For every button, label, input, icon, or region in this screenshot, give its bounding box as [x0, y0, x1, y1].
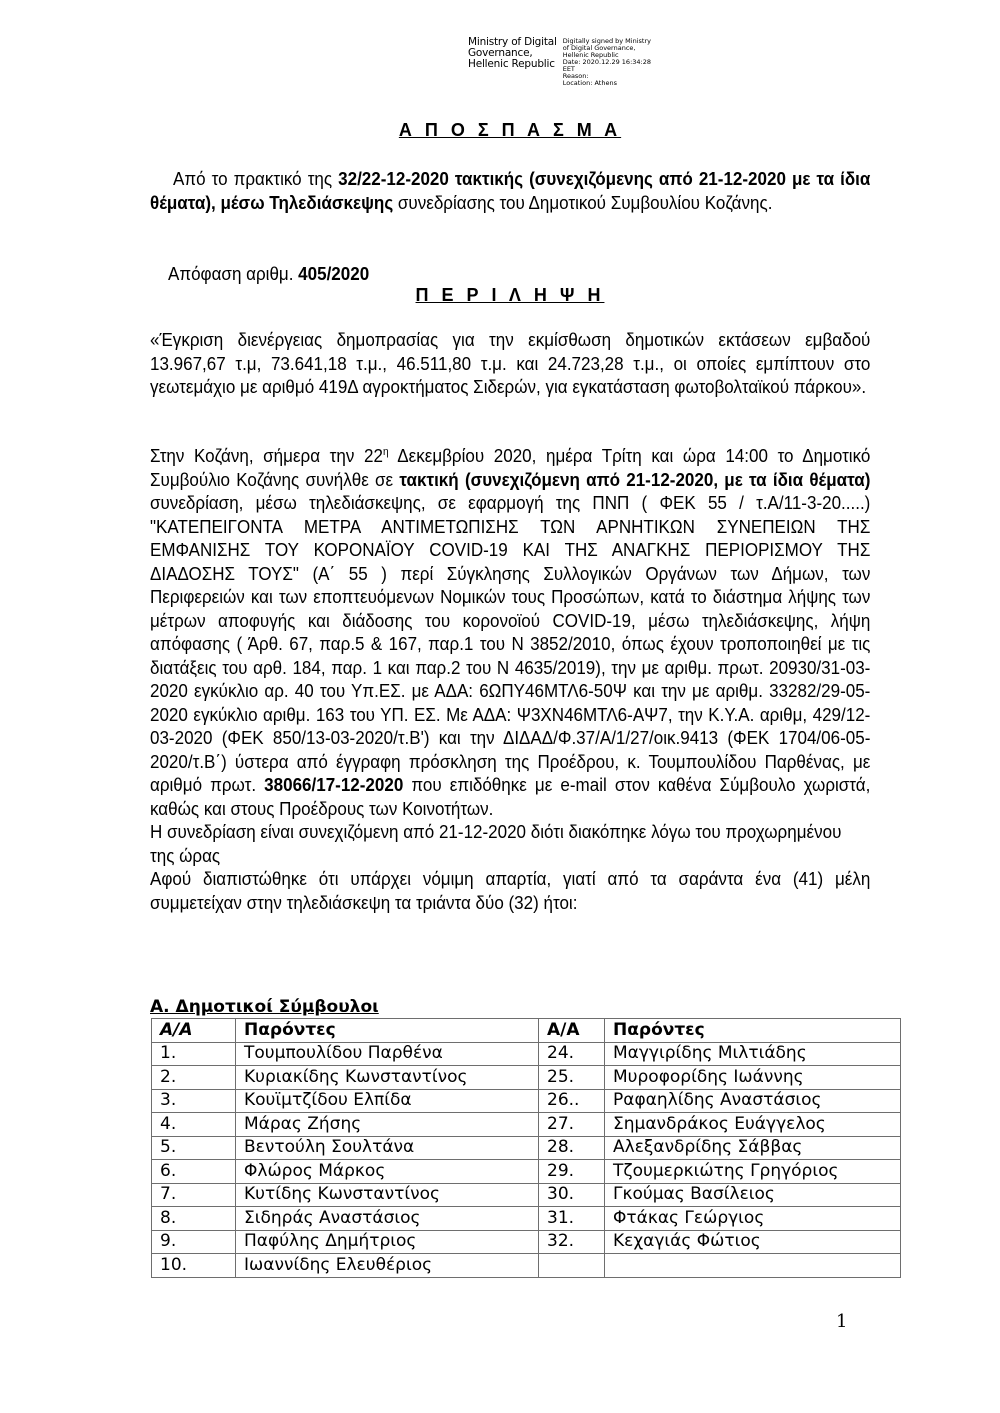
member-number-cell — [539, 1254, 605, 1278]
intro-paragraph — [150, 167, 870, 214]
member-name-cell: Σημανδράκος Ευάγγελος — [605, 1113, 901, 1137]
signature-entity-line: Hellenic Republic — [468, 58, 555, 70]
table-row — [152, 1207, 901, 1231]
signature-detail-line: Digitally signed by Ministry — [562, 37, 651, 45]
member-number-cell: 4. — [152, 1113, 236, 1137]
member-number-cell: 32. — [539, 1230, 605, 1254]
signature-entity-line: Ministry of Digital — [468, 36, 557, 48]
table-row — [152, 1160, 901, 1184]
member-name-cell: Μυροφορίδης Ιωάννης — [605, 1066, 901, 1090]
member-name-cell: Κουϊμτζίδου Ελπίδα — [236, 1089, 539, 1113]
column-header-aa: Α/Α — [539, 1019, 605, 1043]
member-number-cell: 28. — [539, 1136, 605, 1160]
signature-detail-line: EET — [562, 65, 575, 73]
body-text — [150, 444, 870, 914]
signature-detail-line: Location: Athens — [562, 79, 617, 87]
decision-line — [168, 262, 888, 286]
signature-detail-line: of Digital Governance, — [562, 44, 636, 52]
body-text-span: συνεδρίαση, μέσω τηλεδιάσκεψης, σε εφαρμογή της ΠΝΠ ( ΦΕΚ 55 / τ.Α/11-3-20.....) "ΚΑΤΕΠΕΙΓΟΝΤΑ ΜΕΤΡΑ ΑΝΤΙΜΕΤΩΠΙΣΗΣ ΤΩΝ ΑΡΝΗΤΙΚΩΝ ΣΥΝΕΠΕΙΩΝ ΤΗΣ ΕΜΦΑΝΙΣΗΣ ΤΟΥ ΚΟΡΟΝΑΪΟΥ COVID-19 ΚΑΙ ΤΗΣ ΑΝΑΓΚΗΣ ΠΕΡΙΟΡΙΣΜΟΥ ΤΗΣ ΔΙΑΔΟΣΗΣ ΤΟΥΣ" (Α΄ 55 ) περί Σύγκλησης Συλλογικών Οργάνων των Δήμων, των Περιφερειών και των εποπτευόμενων Νομικών τους Προσώπων, κατά το διάστημα λήψης των μέτρων αποφυγής και διάδοσης του κορονοϊού COVID-19, μέσω τηλεδιάσκεψης, λήψη απόφασης ( Άρθ. 67, παρ.5 & 167, παρ.1 του Ν 3852/2010, όπως έχουν τροποποιηθεί με τις διατάξεις του αρθ. 184, παρ. 1 και παρ.2 του Ν 4635/2019), την με αριθμ. πρωτ. 20930/31-03-2020 εγκύκλιο αρ. 40 του Υπ.ΕΣ. με ΑΔΑ: 6ΩΠΥ46ΜΤΛ6-50Ψ και την με αριθμ. 33282/29-05-2020 εγκύκλιο αριθμ. 163 του ΥΠ. ΕΣ. Με ΑΔΑ: Ψ3ΧΝ46ΜΤΛ6-ΑΨ7, την Κ.Υ.Α. αριθμ, 429/12-03-2020 (ΦΕΚ 850/13-03-2020/τ.Β') και την ΔΙΔΑΔ/Φ.37/Α/1/27/οικ.9413 (ΦΕΚ 1704/06-05-2020/τ.Β΄) ύστερα από έγγραφη πρόσκληση της Προέδρου, κ. Τουμπουλίδου Παρθένας, με αριθμό πρωτ. — [150, 492, 871, 795]
member-name-cell: Τζουμερκιώτης Γρηγόριος — [605, 1160, 901, 1184]
member-number-cell: 31. — [539, 1207, 605, 1231]
member-name-cell: Ραφαηλίδης Αναστάσιος — [605, 1089, 901, 1113]
signature-detail-line: Date: 2020.12.29 16:34:28 — [562, 58, 651, 66]
table-row — [152, 1113, 901, 1137]
member-name-cell: Μάρας Ζήσης — [236, 1113, 539, 1137]
member-number-cell: 9. — [152, 1230, 236, 1254]
signature-details — [563, 37, 651, 87]
member-name-cell: Αλεξανδρίδης Σάββας — [605, 1136, 901, 1160]
member-name-cell: Σιδηράς Αναστάσιος — [236, 1207, 539, 1231]
member-number-cell: 5. — [152, 1136, 236, 1160]
member-name-cell: Κυριακίδης Κωνσταντίνος — [236, 1066, 539, 1090]
page-number: 1 — [836, 1311, 848, 1332]
member-number-cell: 25. — [539, 1066, 605, 1090]
council-members-table — [151, 1018, 901, 1278]
member-number-cell: 24. — [539, 1042, 605, 1066]
signature-entity — [468, 37, 557, 87]
body-text-span: Στην Κοζάνη, σήμερα την 22 — [150, 445, 383, 466]
member-name-cell: Φλώρος Μάρκος — [236, 1160, 539, 1184]
table-row — [152, 1089, 901, 1113]
member-number-cell: 7. — [152, 1183, 236, 1207]
signature-detail-line: Hellenic Republic — [562, 51, 619, 59]
intro-bold-text: 32/22-12-2020 τακτικής (συνεχιζόμενης από 21-12-2020 με τα ίδια θέματα), μέσω Τηλεδιάσκεψης — [150, 168, 871, 213]
member-number-cell: 29. — [539, 1160, 605, 1184]
digital-signature-stamp — [468, 37, 651, 87]
subject-paragraph: «Έγκριση διενέργειας δημοπρασίας για την εκμίσθωση δημοτικών εκτάσεων εμβαδού 13.967,67 τ.μ, 73.641,18 τ.μ., 46.511,80 τ.μ. και 24.723,28 τ.μ., οι οποίες εμπίπτουν στο γεωτεμάχιο με αριθμό 419Δ αγροκτήματος Σιδερών, για εγκατάσταση φωτοβολταϊκού πάρκου». — [150, 329, 871, 397]
member-number-cell: 6. — [152, 1160, 236, 1184]
body-paragraph-1 — [150, 444, 870, 820]
intro-text: Από το πρακτικό της — [173, 168, 339, 189]
member-name-cell: Μαγγιρίδης Μιλτιάδης — [605, 1042, 901, 1066]
summary-title: Π Ε Ρ Ι Λ Η Ψ Η — [415, 285, 605, 305]
signature-detail-line: Reason: — [562, 72, 589, 80]
body-text-span: που επιδόθηκε με e-mail στον καθένα Σύμβουλο χωριστά, καθώς και στους Προέδρους των Κοινοτήτων. — [150, 774, 871, 819]
section-title: Α. Δημοτικοί Σύμβουλοι — [150, 997, 379, 1017]
member-name-cell: Βεντούλη Σουλτάνα — [236, 1136, 539, 1160]
body-text-span: Δεκεμβρίου 2020, ημέρα Τρίτη και ώρα 14:00 το Δημοτικό Συμβούλιο Κοζάνης συνήλθε σε — [150, 445, 871, 490]
document-title: Α Π Ο Σ Π Α Σ Μ Α — [398, 120, 622, 140]
table-row — [152, 1254, 901, 1278]
column-header-aa: Α/Α — [152, 1019, 236, 1043]
member-number-cell: 26.. — [539, 1089, 605, 1113]
member-name-cell: Κυτίδης Κωνσταντίνος — [236, 1183, 539, 1207]
body-paragraph-3: Αφού διαπιστώθηκε ότι υπάρχει νόμιμη απαρτία, γιατί από τα σαράντα ένα (41) μέλη συμμετείχαν στην τηλεδιάσκεψη τα τριάντα δύο (32) ήτοι: — [150, 868, 871, 913]
member-name-cell: Κεχαγιάς Φώτιος — [605, 1230, 901, 1254]
member-number-cell: 30. — [539, 1183, 605, 1207]
ordinal-superscript: η — [382, 445, 389, 458]
table-row — [152, 1066, 901, 1090]
decision-number: 405/2020 — [298, 263, 370, 284]
member-name-cell: Φτάκας Γεώργιος — [605, 1207, 901, 1231]
table-row — [152, 1136, 901, 1160]
table-header-row — [152, 1019, 901, 1043]
member-name-cell — [605, 1254, 901, 1278]
member-name-cell: Γκούμας Βασίλειος — [605, 1183, 901, 1207]
member-number-cell: 3. — [152, 1089, 236, 1113]
member-number-cell: 27. — [539, 1113, 605, 1137]
member-number-cell: 10. — [152, 1254, 236, 1278]
member-name-cell: Παφύλης Δημήτριος — [236, 1230, 539, 1254]
member-number-cell: 1. — [152, 1042, 236, 1066]
member-number-cell: 8. — [152, 1207, 236, 1231]
member-name-cell: Ιωαννίδης Ελευθέριος — [236, 1254, 539, 1278]
protocol-number-bold: 38066/17-12-2020 — [264, 774, 404, 795]
member-number-cell: 2. — [152, 1066, 236, 1090]
column-header-present: Παρόντες — [605, 1019, 901, 1043]
member-name-cell: Τουμπουλίδου Παρθένα — [236, 1042, 539, 1066]
column-header-present: Παρόντες — [236, 1019, 539, 1043]
session-type-bold: τακτική (συνεχιζόμενη από 21-12-2020, με τα ίδια θέματα) — [399, 468, 871, 490]
intro-text-end: συνεδρίασης του Δημοτικού Συμβουλίου Κοζάνης. — [393, 191, 773, 213]
decision-label: Απόφαση αριθμ. — [168, 263, 299, 284]
body-paragraph-2: Η συνεδρίαση είναι συνεχιζόμενη από 21-12-2020 διότι διακόπηκε λόγω του προχωρημένου της ώρας — [150, 821, 842, 866]
table-row — [152, 1230, 901, 1254]
signature-entity-line: Governance, — [468, 47, 533, 59]
table-row — [152, 1042, 901, 1066]
table-row — [152, 1183, 901, 1207]
